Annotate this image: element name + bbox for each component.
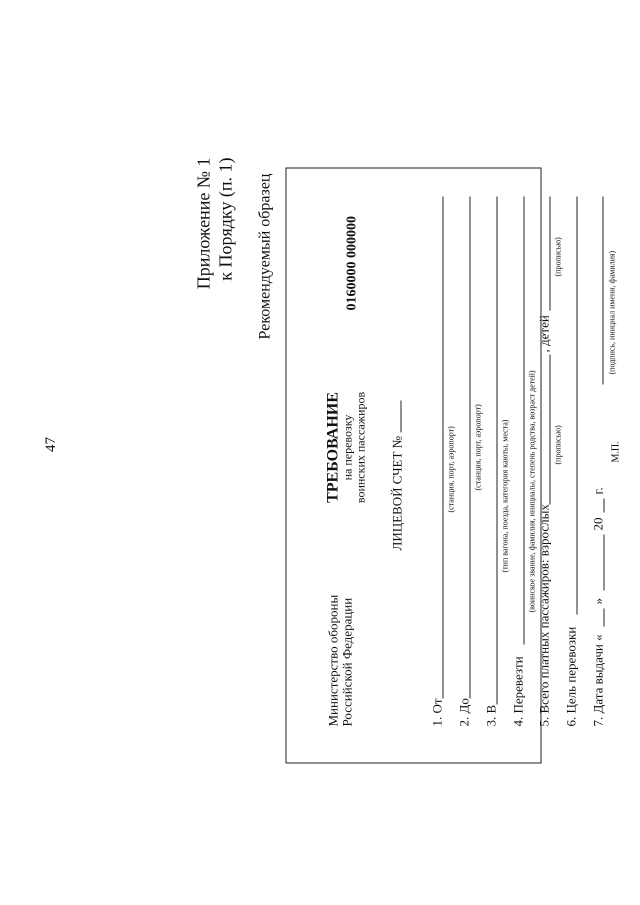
hint-from: (станция, порт, аэропорт)	[446, 426, 456, 513]
hint-signature: (подпись, инициал имени, фамилия)	[607, 250, 617, 375]
from-input[interactable]	[430, 197, 444, 699]
purpose-input[interactable]	[564, 197, 578, 615]
hint-to: (станция, порт, аэропорт)	[473, 404, 483, 491]
requisition-form	[286, 168, 622, 764]
signature-input[interactable]	[603, 197, 604, 385]
account-label: ЛИЦЕВОЙ СЧЕТ №	[389, 435, 405, 551]
hint-carry: (воинское звание, фамилия, инициалы, степень родства, возраст детей)	[527, 370, 537, 613]
date-day-input[interactable]	[591, 609, 605, 627]
hint-in: (тип вагона, поезда, категория каюты, места)	[500, 419, 510, 573]
rotated-form-sheet	[193, 132, 622, 766]
to-input[interactable]	[457, 197, 471, 699]
row-carry-label: 4. Перевезти	[510, 656, 526, 727]
children-input[interactable]	[537, 197, 551, 311]
page-number: 47	[43, 437, 59, 452]
passengers-label: 5. Всего платных пассажиров:	[536, 559, 552, 727]
adults-input[interactable]	[537, 355, 551, 505]
hint-children-words: (прописью)	[553, 237, 563, 277]
ministry-line-2: Российской Федерации	[339, 597, 355, 727]
form-subtitle-2: воинских пассажиров	[353, 391, 368, 504]
ministry-line-1: Министерство обороны	[325, 594, 341, 727]
car-type-input[interactable]	[484, 197, 498, 705]
form-subtitle-1: на перевозку	[340, 414, 355, 481]
row-to-label: 2. До	[456, 698, 472, 727]
row-from-label: 1. От	[429, 698, 445, 727]
adults-label: взрослых	[536, 504, 552, 557]
appendix-header	[193, 158, 237, 290]
ministry-name	[327, 595, 355, 727]
row-in-label: 3. В	[483, 704, 499, 727]
appendix-label: Приложение № 1	[193, 157, 214, 290]
date-month-input[interactable]	[591, 535, 605, 591]
date-quote-close: »	[590, 598, 606, 605]
date-century: 20	[590, 517, 606, 531]
stamp-place: М.П.	[610, 441, 622, 463]
form-serial-number: 0160000 000000	[344, 216, 360, 311]
row-passengers	[537, 504, 553, 726]
children-label: , детей	[536, 315, 552, 353]
form-title: ТРЕБОВАНИЕ	[324, 392, 342, 503]
date-year-input[interactable]	[591, 499, 605, 513]
row-purpose-label: 6. Цель перевозки	[563, 626, 579, 727]
order-reference: к Порядку (п. 1)	[215, 157, 236, 281]
row-date-label: 7. Дата выдачи «	[590, 634, 606, 727]
hint-adults-words: (прописью)	[553, 425, 563, 465]
sample-label: Рекомендуемый образец	[256, 173, 274, 340]
account-number-input[interactable]	[391, 401, 402, 433]
carry-input[interactable]	[511, 197, 525, 645]
form-title-block	[325, 363, 368, 533]
account-number-field	[390, 401, 406, 551]
date-year-suffix: г.	[590, 487, 606, 495]
